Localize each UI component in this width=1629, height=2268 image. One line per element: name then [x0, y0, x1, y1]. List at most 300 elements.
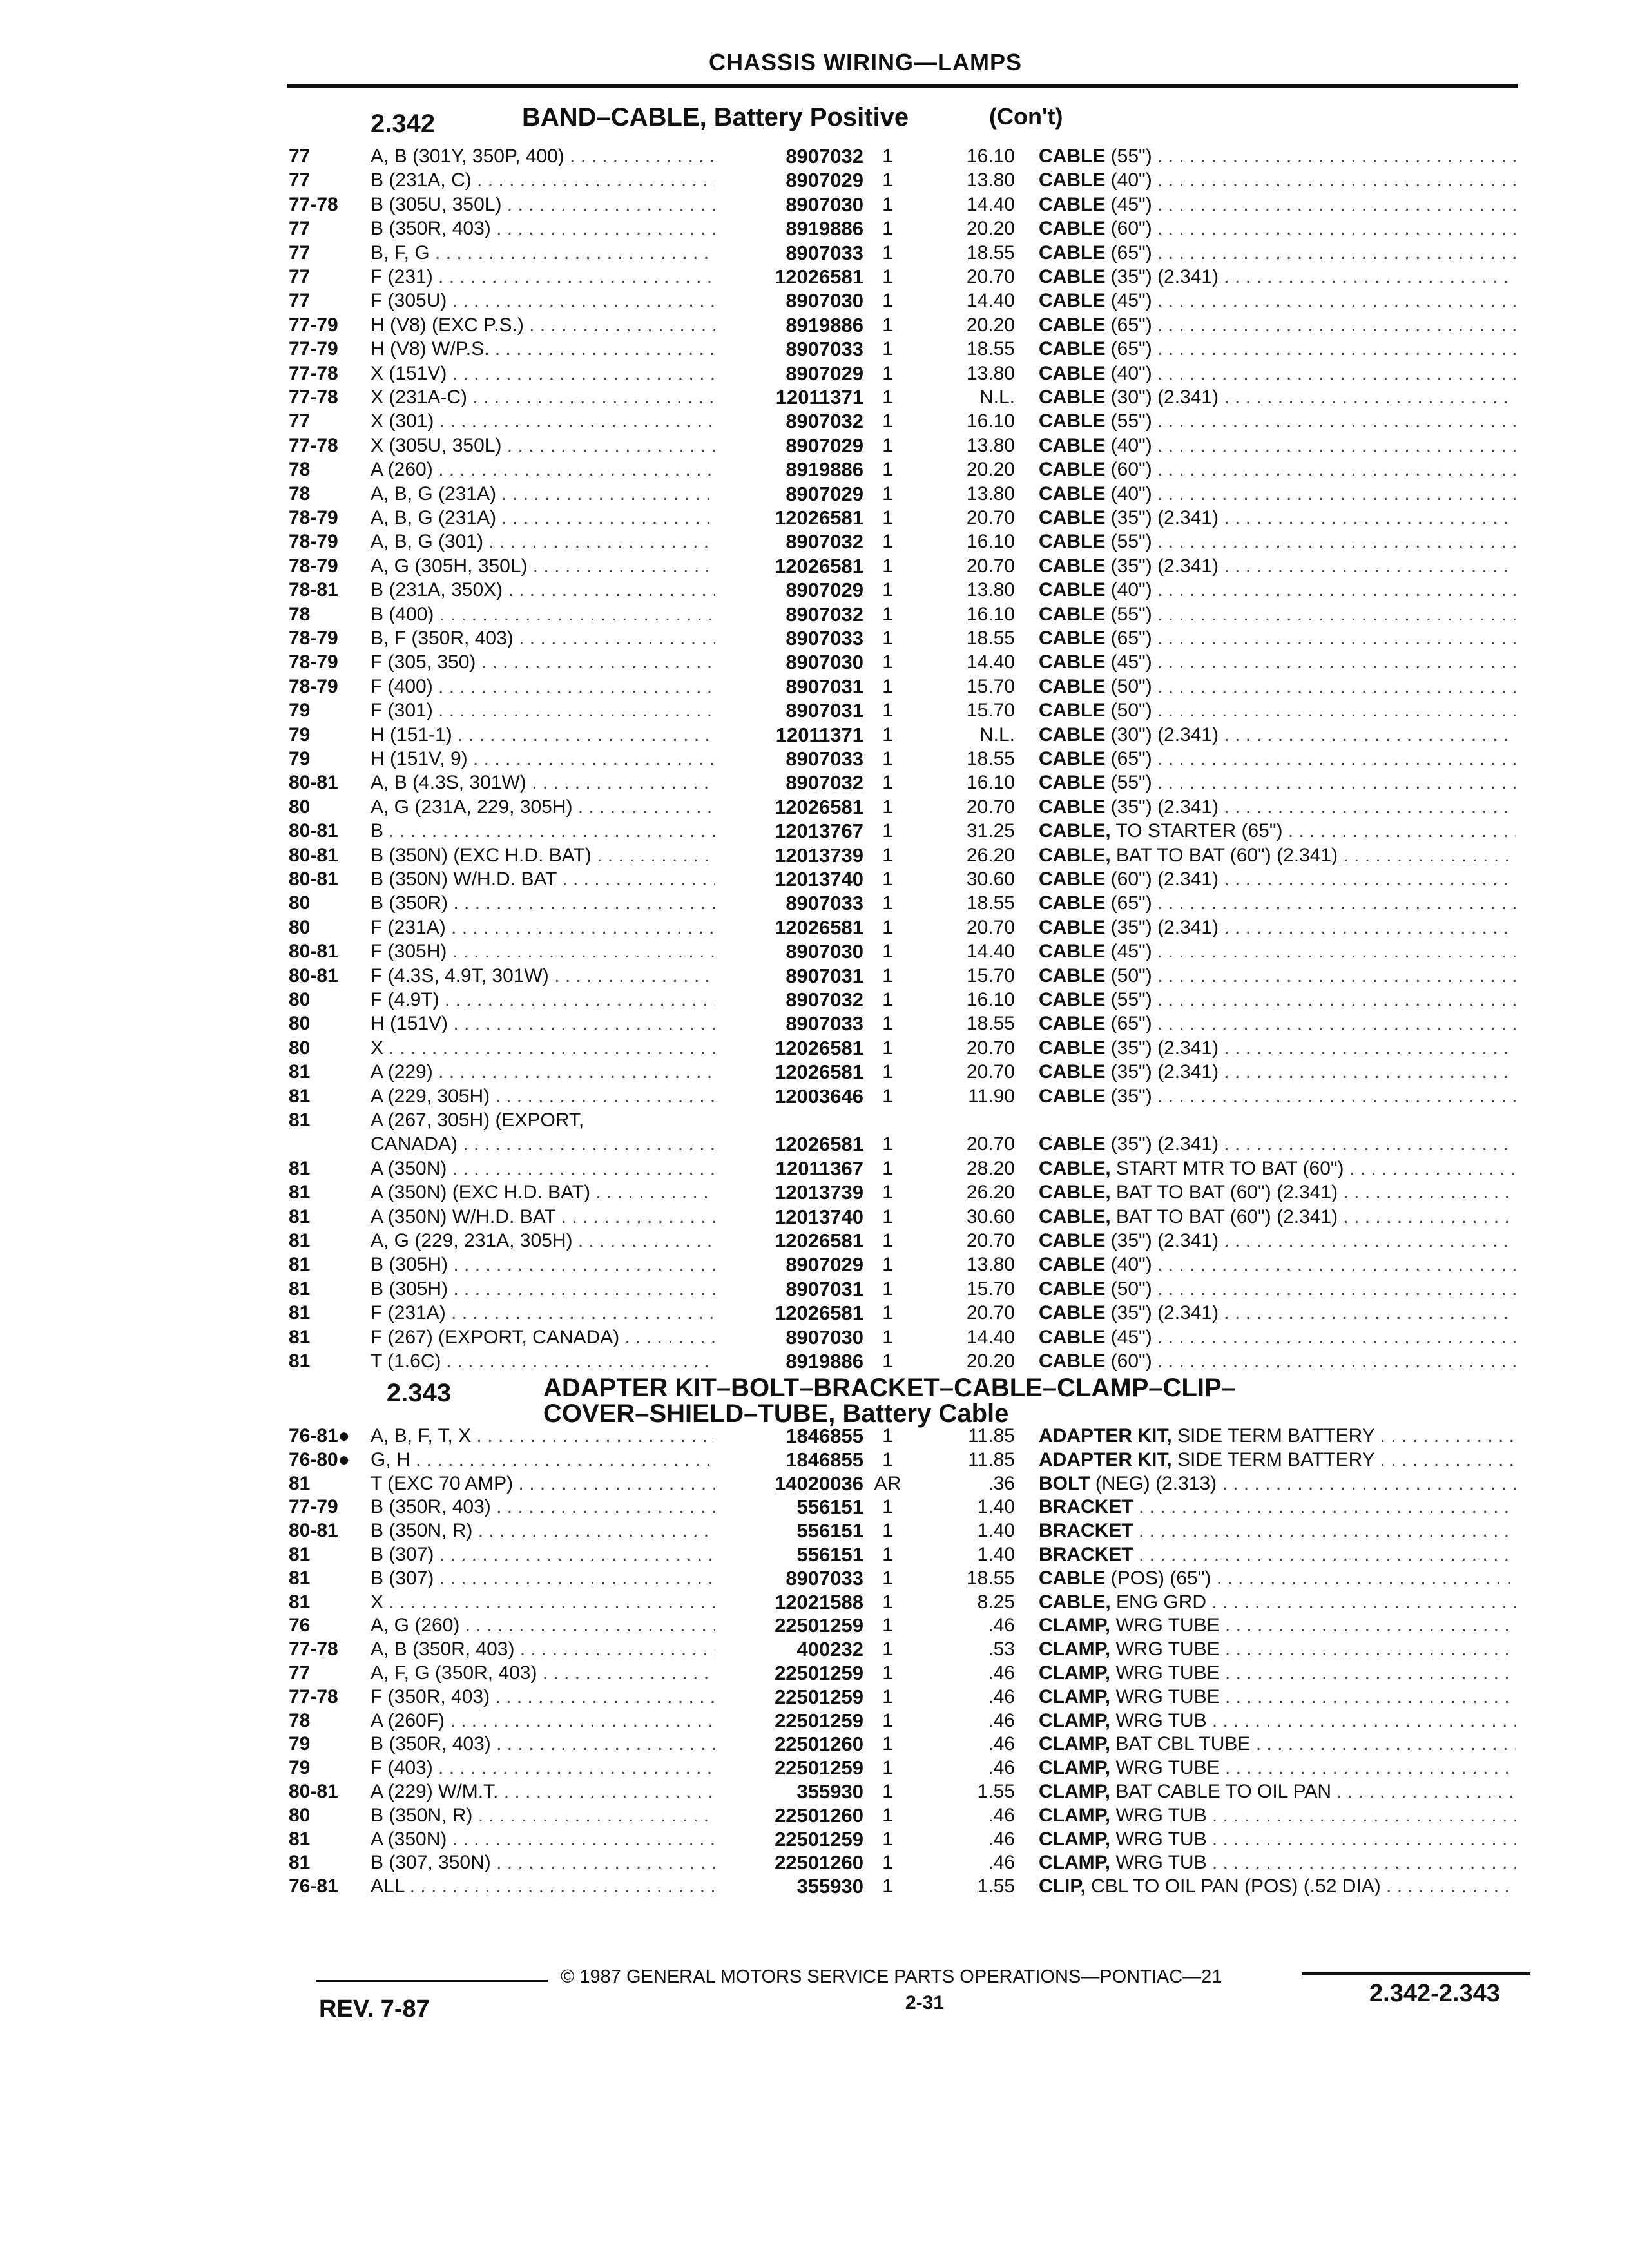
price: 1.40: [977, 1544, 1015, 1565]
model-year: 78: [289, 483, 311, 505]
price: 15.70: [966, 676, 1015, 697]
description-noun: CABLE: [1039, 1086, 1106, 1107]
quantity: 1: [882, 651, 893, 673]
application: F (305U) . . .: [371, 289, 715, 312]
description-noun: CABLE: [1039, 459, 1106, 480]
description: [1039, 1349, 1516, 1373]
description-detail: (45"): [1110, 1327, 1152, 1348]
description-noun: CABLE: [1039, 724, 1106, 745]
model-year: 79: [289, 700, 311, 721]
price: 20.70: [966, 1302, 1015, 1323]
table-row: [0, 1685, 1629, 1709]
quantity: 1: [882, 1876, 893, 1897]
part-number: 12026581: [775, 796, 863, 818]
model-year: 81: [289, 1568, 311, 1589]
price: 20.70: [966, 555, 1015, 577]
part-number: 8919886: [786, 458, 863, 481]
description-noun: BRACKET: [1039, 1520, 1133, 1541]
description-noun: CABLE: [1039, 242, 1106, 264]
description-noun: BRACKET: [1039, 1496, 1133, 1517]
table-row: [0, 193, 1629, 216]
model-year: 77-79: [289, 1496, 338, 1517]
table-row: [0, 1566, 1629, 1590]
description-noun: BOLT: [1039, 1473, 1090, 1494]
quantity: 1: [882, 459, 893, 480]
quantity: 1: [882, 435, 893, 456]
description-detail: CBL TO OIL PAN (POS) (.52 DIA): [1091, 1876, 1381, 1897]
description-detail: (35"): [1110, 1086, 1152, 1107]
quantity: 1: [882, 965, 893, 986]
application: B (350N, R) . . .: [371, 1803, 715, 1827]
price: .46: [988, 1710, 1015, 1731]
application: X (301) . . .: [371, 409, 715, 433]
table-row: [0, 795, 1629, 819]
table-row: [0, 1756, 1629, 1780]
description: [1039, 1613, 1516, 1637]
description-noun: CABLE: [1039, 507, 1106, 528]
description-detail: (40"): [1110, 483, 1152, 505]
table-row: [0, 1590, 1629, 1614]
model-year: 78-81: [289, 579, 338, 601]
description-detail: WRG TUBE: [1115, 1757, 1220, 1778]
part-number: 12026581: [775, 1229, 863, 1252]
application: X . . .: [371, 1590, 715, 1614]
part-number: 8907029: [786, 362, 863, 385]
table-row: [0, 144, 1629, 168]
description: [1039, 506, 1516, 530]
price: 31.25: [966, 820, 1015, 841]
application: X (305U, 350L) . . .: [371, 434, 715, 457]
description-detail: (35") (2.341): [1110, 1037, 1219, 1059]
part-number: 556151: [796, 1543, 863, 1566]
part-number: 22501260: [775, 1851, 863, 1874]
description: [1039, 1732, 1516, 1756]
description-detail: WRG TUB: [1115, 1805, 1207, 1826]
description: [1039, 602, 1516, 626]
section-title: BAND–CABLE, Battery Positive: [522, 103, 909, 131]
price: 20.70: [966, 1133, 1015, 1155]
description: [1039, 988, 1516, 1012]
part-number: 12026581: [775, 555, 863, 577]
model-year: 76-81: [289, 1876, 338, 1897]
quantity: 1: [882, 1710, 893, 1731]
description-detail: WRG TUBE: [1115, 1615, 1220, 1636]
model-year: 81: [289, 1327, 311, 1348]
quantity: 1: [882, 989, 893, 1010]
quantity: 1: [882, 1568, 893, 1589]
part-number: 14020036: [775, 1472, 863, 1495]
model-year: 80-81: [289, 941, 338, 962]
description: [1039, 361, 1516, 385]
part-number: 8907033: [786, 338, 863, 360]
application: F (403) . . .: [371, 1756, 715, 1780]
application: A, B, G (301) . . .: [371, 530, 715, 553]
description-noun: ADAPTER KIT,: [1039, 1425, 1172, 1446]
application: B . . .: [371, 819, 715, 843]
quantity: 1: [882, 1037, 893, 1059]
quantity: 1: [882, 1520, 893, 1541]
model-year: 77-79: [289, 314, 338, 336]
description: [1039, 1756, 1516, 1780]
price: .46: [988, 1662, 1015, 1684]
description: [1039, 1495, 1516, 1519]
price: 18.55: [966, 1568, 1015, 1589]
application: F (4.9T) . . .: [371, 988, 715, 1012]
description-noun: CLAMP,: [1039, 1686, 1111, 1707]
description-noun: CLAMP,: [1039, 1757, 1111, 1778]
model-year: 77-78: [289, 435, 338, 456]
price: .46: [988, 1733, 1015, 1754]
part-number: 1846855: [786, 1425, 863, 1447]
model-year: 77: [289, 242, 311, 264]
description-detail: START MTR TO BAT (60"): [1116, 1158, 1344, 1179]
model-year: 77: [289, 218, 311, 239]
part-number: 12011371: [775, 386, 863, 408]
description: [1039, 1060, 1516, 1084]
part-number: 12026581: [775, 1061, 863, 1083]
application: A, G (305H, 350L) . . .: [371, 554, 715, 578]
model-year: 78-79: [289, 555, 338, 577]
page-title: CHASSIS WIRING—LAMPS: [709, 49, 1023, 75]
description-detail: TO STARTER (65"): [1115, 820, 1283, 841]
price: .46: [988, 1757, 1015, 1778]
description-detail: BAT CABLE TO OIL PAN: [1115, 1781, 1332, 1802]
model-year: 81: [289, 1182, 311, 1203]
table-row: [0, 988, 1629, 1012]
table-row: [0, 337, 1629, 361]
quantity: 1: [882, 1686, 893, 1707]
table-row: [0, 1661, 1629, 1685]
description-detail: (65"): [1110, 242, 1152, 264]
description-detail: BAT TO BAT (60") (2.341): [1116, 1206, 1338, 1227]
description: [1039, 867, 1516, 891]
description-detail: (35") (2.341): [1110, 1302, 1219, 1323]
application: A (260F) . . .: [371, 1709, 715, 1733]
part-number: 22501260: [775, 1804, 863, 1827]
description: [1039, 698, 1516, 722]
description-noun: CABLE: [1039, 314, 1106, 336]
price: 13.80: [966, 363, 1015, 384]
table-row: [0, 1036, 1629, 1060]
description-detail: (NEG) (2.313): [1095, 1473, 1217, 1494]
part-number: 1846855: [786, 1448, 863, 1471]
table-row: [0, 867, 1629, 891]
description-detail: (POS) (65"): [1110, 1568, 1211, 1589]
price: .46: [988, 1615, 1015, 1636]
part-number: 12003646: [775, 1085, 863, 1108]
table-row: [0, 1613, 1629, 1637]
model-year: 80-81: [289, 845, 338, 866]
description-noun: CABLE: [1039, 1037, 1106, 1059]
description-detail: (50"): [1110, 1278, 1152, 1300]
description: [1039, 1301, 1516, 1325]
footer-rule-left: [316, 1980, 548, 1982]
table-row: [0, 1253, 1629, 1276]
model-year: 79: [289, 1757, 311, 1778]
part-number: 8919886: [786, 1350, 863, 1372]
application: A, G (229, 231A, 305H) . . .: [371, 1229, 715, 1253]
application: F (231A) . . .: [371, 916, 715, 939]
table-row: [0, 530, 1629, 553]
description: [1039, 1448, 1516, 1472]
quantity: 1: [882, 194, 893, 215]
description-detail: (35") (2.341): [1110, 1133, 1219, 1155]
application: A (350N) . . .: [371, 1157, 715, 1180]
application: F (231) . . .: [371, 265, 715, 289]
model-year: 76-80●: [289, 1449, 350, 1470]
description-noun: CABLE,: [1039, 1206, 1111, 1227]
description: [1039, 241, 1516, 265]
description-detail: (45"): [1110, 194, 1152, 215]
part-number: 12011367: [775, 1157, 863, 1180]
description: [1039, 482, 1516, 506]
description-detail: (65"): [1110, 892, 1152, 914]
model-year: 78: [289, 604, 311, 625]
quantity: 1: [882, 1182, 893, 1203]
description: [1039, 1637, 1516, 1661]
price: .46: [988, 1686, 1015, 1707]
quantity: 1: [882, 218, 893, 239]
footer-page-number: 2-31: [905, 1992, 945, 2013]
description-detail: SIDE TERM BATTERY: [1177, 1449, 1375, 1470]
description-noun: CABLE: [1039, 387, 1106, 408]
table-row: [0, 506, 1629, 530]
part-number: 12026581: [775, 265, 863, 288]
part-number: 355930: [796, 1780, 863, 1803]
application: B (350N, R) . . .: [371, 1519, 715, 1542]
application: F (400) . . .: [371, 675, 715, 698]
quantity: 1: [882, 1158, 893, 1179]
description-detail: (45"): [1110, 290, 1152, 311]
model-year: 77-78: [289, 387, 338, 408]
description: [1039, 554, 1516, 578]
model-year: 80-81: [289, 1520, 338, 1541]
description-noun: CABLE: [1039, 989, 1106, 1010]
application: A, B (4.3S, 301W) . . .: [371, 771, 715, 794]
model-year: 81: [289, 1158, 311, 1179]
application: B (305H) . . .: [371, 1253, 715, 1276]
application: T (EXC 70 AMP) . . .: [371, 1472, 715, 1495]
description-noun: CABLE: [1039, 555, 1106, 577]
description-detail: (30") (2.341): [1110, 387, 1219, 408]
description-noun: CABLE: [1039, 917, 1106, 938]
quantity: 1: [882, 483, 893, 505]
model-year: 77: [289, 169, 311, 191]
model-year: 81: [289, 1230, 311, 1251]
description-detail: (35") (2.341): [1110, 555, 1219, 577]
description: [1039, 1709, 1516, 1733]
description: [1039, 1850, 1516, 1874]
description-noun: CABLE: [1039, 1278, 1106, 1300]
quantity: 1: [882, 1425, 893, 1446]
application: F (305, 350) . . .: [371, 650, 715, 674]
model-year: 80: [289, 796, 311, 818]
part-number: 8907033: [786, 242, 863, 264]
part-number: 22501259: [775, 1828, 863, 1850]
quantity: 1: [882, 1278, 893, 1300]
application: B, F (350R, 403) . . .: [371, 626, 715, 650]
table-row: [0, 1424, 1629, 1448]
description-noun: CABLE,: [1039, 1182, 1111, 1203]
description-detail: (60"): [1110, 459, 1152, 480]
description: [1039, 1827, 1516, 1851]
description: [1039, 1157, 1516, 1180]
description-detail: (35") (2.341): [1110, 1061, 1219, 1082]
table-row: [0, 626, 1629, 650]
description-noun: CABLE: [1039, 1302, 1106, 1323]
application: A (267, 305H) (EXPORT,: [371, 1110, 584, 1131]
part-number: 8907031: [786, 1278, 863, 1300]
application: H (151V) . . .: [371, 1012, 715, 1035]
description: [1039, 1566, 1516, 1590]
application: B (350N) W/H.D. BAT . . .: [371, 867, 715, 891]
header-rule: [287, 84, 1518, 88]
application: A (350N) (EXC H.D. BAT) . . .: [371, 1180, 715, 1204]
part-number: 8907030: [786, 940, 863, 963]
model-year: 77-78: [289, 1639, 338, 1660]
application: A, B, G (231A) . . .: [371, 482, 715, 506]
application: B (350N) (EXC H.D. BAT) . . .: [371, 843, 715, 867]
table-row: [0, 698, 1629, 722]
part-number: 12013739: [775, 844, 863, 867]
description-noun: CABLE: [1039, 1327, 1106, 1348]
description-noun: CABLE: [1039, 1061, 1106, 1082]
footer-rule-right: [1302, 1972, 1530, 1975]
table-row: [0, 1205, 1629, 1229]
price: 16.10: [966, 604, 1015, 625]
quantity: AR: [874, 1473, 901, 1494]
model-year: 80-81: [289, 772, 338, 793]
quantity: 1: [882, 845, 893, 866]
description-noun: CABLE,: [1039, 845, 1111, 866]
description-detail: (65"): [1110, 314, 1152, 336]
table-row: [0, 916, 1629, 939]
table-row: [0, 939, 1629, 963]
part-number: 400232: [796, 1638, 863, 1660]
description-detail: (40"): [1110, 579, 1152, 601]
description-noun: CLAMP,: [1039, 1639, 1111, 1660]
price: 14.40: [966, 941, 1015, 962]
quantity: 1: [882, 387, 893, 408]
table-row: [0, 482, 1629, 506]
quantity: 1: [882, 1829, 893, 1850]
application: F (301) . . .: [371, 698, 715, 722]
quantity: 1: [882, 724, 893, 745]
description-detail: (30") (2.341): [1110, 724, 1219, 745]
application: B (305H) . . .: [371, 1277, 715, 1301]
description-detail: (50"): [1110, 700, 1152, 721]
description: [1039, 1036, 1516, 1060]
model-year: 76: [289, 1615, 311, 1636]
description: [1039, 1874, 1516, 1898]
model-year: 81: [289, 1061, 311, 1082]
quantity: 1: [882, 531, 893, 552]
table-row: [0, 216, 1629, 240]
table-row: [0, 1495, 1629, 1519]
description-detail: (60"): [1110, 1350, 1152, 1372]
description: [1039, 1542, 1516, 1566]
description: [1039, 1205, 1516, 1229]
description-noun: CABLE: [1039, 941, 1106, 962]
table-row: [0, 1012, 1629, 1035]
application: A, G (260) . . .: [371, 1613, 715, 1637]
application: F (4.3S, 4.9T, 301W) . . .: [371, 964, 715, 988]
description-noun: CABLE: [1039, 483, 1106, 505]
description-noun: CABLE: [1039, 1013, 1106, 1034]
description-detail: (50"): [1110, 676, 1152, 697]
application: T (1.6C) . . .: [371, 1349, 715, 1373]
description-detail: (40"): [1110, 1254, 1152, 1275]
description: [1039, 1132, 1516, 1156]
part-number: 22501259: [775, 1662, 863, 1684]
price: 18.55: [966, 628, 1015, 649]
description-detail: (45"): [1110, 651, 1152, 673]
model-year: 80: [289, 989, 311, 1010]
price: 20.70: [966, 1061, 1015, 1082]
application: A, G (231A, 229, 305H) . . .: [371, 795, 715, 819]
table-row: [0, 650, 1629, 674]
part-number: 8907031: [786, 675, 863, 698]
application: F (305H) . . .: [371, 939, 715, 963]
part-number: 8907032: [786, 410, 863, 432]
table-row: [0, 1732, 1629, 1756]
description-detail: (40"): [1110, 435, 1152, 456]
table-row: [0, 1637, 1629, 1661]
part-number: 8907032: [786, 145, 863, 168]
application: G, H . . .: [371, 1448, 715, 1472]
model-year: 81: [289, 1278, 311, 1300]
price: 16.10: [966, 772, 1015, 793]
description-noun: CABLE: [1039, 1230, 1106, 1251]
quantity: 1: [882, 748, 893, 769]
part-number: 8907033: [786, 627, 863, 649]
table-row: [0, 1084, 1629, 1108]
quantity: 1: [882, 1757, 893, 1778]
part-number: 12026581: [775, 506, 863, 529]
price: 13.80: [966, 579, 1015, 601]
table-row: [0, 723, 1629, 747]
description-noun: CABLE: [1039, 266, 1106, 287]
description: [1039, 964, 1516, 988]
description-noun: CABLE: [1039, 218, 1106, 239]
model-year: 77-78: [289, 1686, 338, 1707]
quantity: 1: [882, 363, 893, 384]
part-number: 12013740: [775, 1206, 863, 1228]
model-year: 81: [289, 1544, 311, 1565]
application: CANADA) . . .: [371, 1132, 715, 1156]
part-number: 8919886: [786, 314, 863, 336]
description: [1039, 1229, 1516, 1253]
description-detail: (65"): [1110, 628, 1152, 649]
table-row: [0, 1301, 1629, 1325]
model-year: 77-78: [289, 363, 338, 384]
price: 15.70: [966, 700, 1015, 721]
model-year: 80-81: [289, 869, 338, 890]
quantity: 1: [882, 772, 893, 793]
quantity: 1: [882, 1206, 893, 1227]
quantity: 1: [882, 1639, 893, 1660]
part-number: 8907033: [786, 1567, 863, 1590]
description-detail: (65"): [1110, 748, 1152, 769]
description: [1039, 1803, 1516, 1827]
quantity: 1: [882, 290, 893, 311]
description-detail: (50"): [1110, 965, 1152, 986]
price: .46: [988, 1805, 1015, 1826]
description: [1039, 819, 1516, 843]
price: 26.20: [966, 845, 1015, 866]
price: 18.55: [966, 338, 1015, 360]
table-row: [0, 602, 1629, 626]
